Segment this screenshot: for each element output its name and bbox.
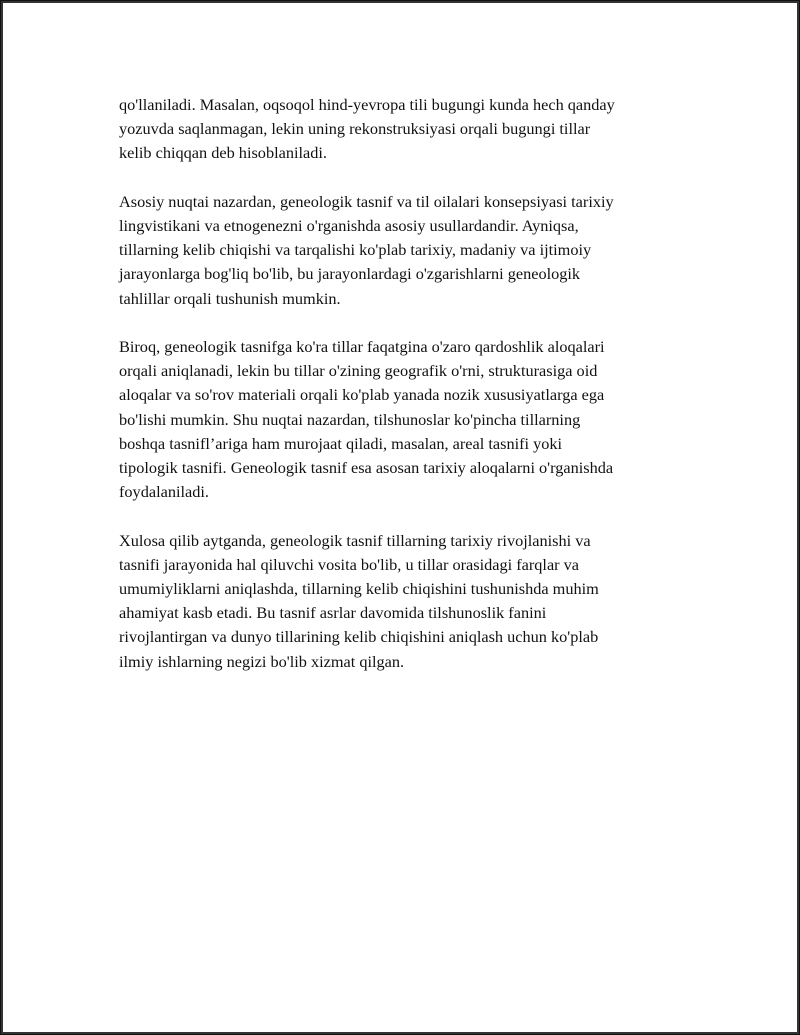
paragraph-2: Asosiy nuqtai nazardan, geneologik tasnif va til oilalari konsepsiyasi tarixiy lingvistikani va etnogenezni o'rganishda asosiy usullardandir. Ayniqsa, tillarning kelib chiqishi va tarqalishi ko'plab tarixiy, madaniy va ijtimoiy jarayonlarga bog'liq bo'lib, bu jarayonlardagi o'zgarishlarni geneologik tahlillar orqali tushunish mumkin. [119, 191, 614, 308]
paragraph-1: qo'llaniladi. Masalan, oqsoqol hind-yevropa tili bugungi kunda hech qanday yozuvda saqlanmagan, lekin uning rekonstruksiyasi orqali bugungi tillar kelib chiqqan deb hisoblaniladi. [119, 95, 615, 163]
document-body [119, 93, 689, 698]
paragraph-3: Biroq, geneologik tasnifga ko'ra tillar faqatgina o'zaro qardoshlik aloqalari orqali aniqlanadi, lekin bu tillar o'zining geografik o'rni, strukturasiga oid aloqalar va so'rov materiali orqali ko'plab yanada nozik xususiyatlarga ega bo'lishi mumkin. Shu nuqtai nazardan, tilshunoslar ko'pincha tillarning boshqa tasnifl’ariga ham murojaat qiladi, masalan, areal tasnifi yoki tipologik tasnifi. Geneologik tasnif esa asosan tarixiy aloqalarni o'rganishda foydalaniladi. [119, 337, 614, 502]
paragraph-4: Xulosa qilib aytganda, geneologik tasnif tillarning tarixiy rivojlanishi va tasnifi jarayonida hal qiluvchi vosita bo'lib, u tillar orasidagi farqlar va umumiyliklarni aniqlashda, tillarning kelib chiqishini tushunishda muhim ahamiyat kasb etadi. Bu tasnif asrlar davomida tilshunoslik fanini rivojlantirgan va dunyo tillarining kelib chiqishini aniqlash uchun ko'plab ilmiy ishlarning negizi bo'lib xizmat qilgan. [119, 530, 599, 671]
